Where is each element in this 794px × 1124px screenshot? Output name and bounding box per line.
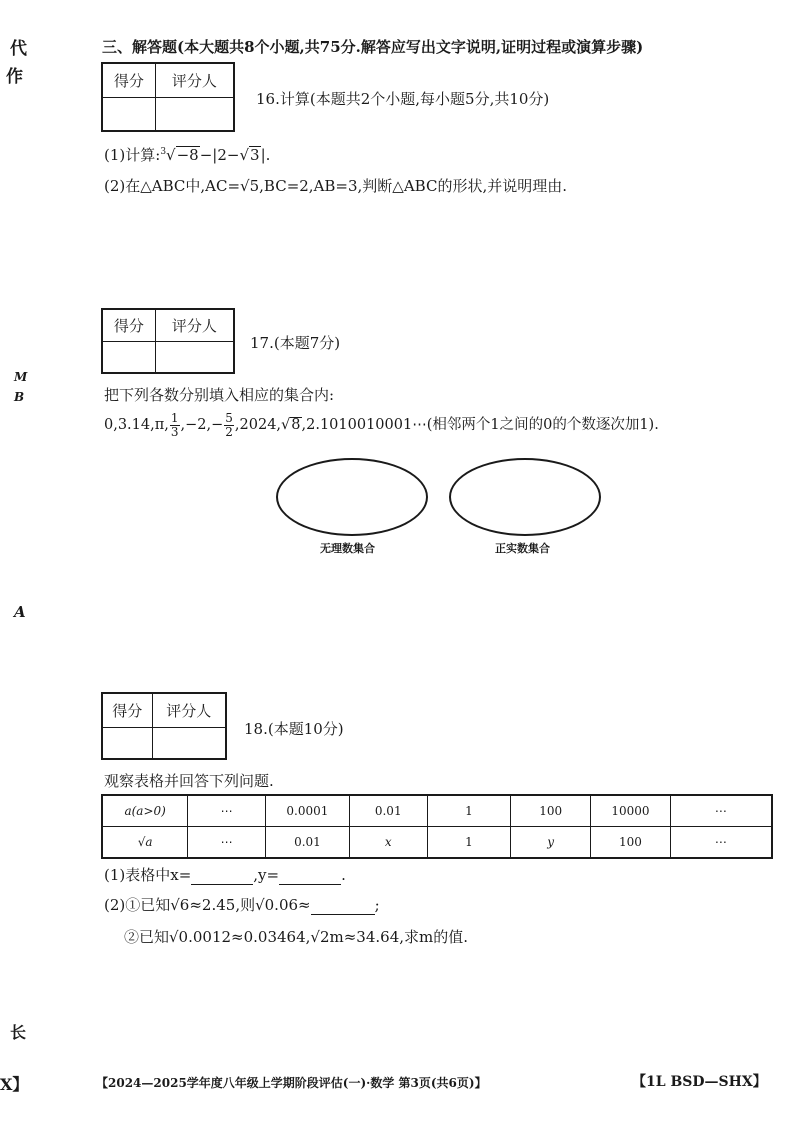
margin-fragment: 代 — [10, 39, 27, 59]
table-row — [102, 795, 772, 827]
q18-part1: (1)表格中x= ,y= . — [104, 866, 346, 884]
irrational-set-label: 无理数集合 — [320, 542, 375, 555]
footer-page-info: 【2024—2025学年度八年级上学期阶段评估(一)·数学 第3页(共6页)】 — [96, 1076, 487, 1090]
grader-cell — [155, 97, 234, 131]
table-cell: y — [511, 827, 591, 859]
grader-cell — [155, 341, 234, 373]
q18-part3: ②已知√0.0012≈0.03464,√2m≈34.64,求m的值. — [124, 928, 469, 946]
table-cell: ⋯ — [188, 795, 266, 827]
positive-real-set-label: 正实数集合 — [495, 542, 550, 555]
score-box-q18 — [101, 692, 227, 760]
margin-fragment: A — [14, 603, 26, 621]
table-cell: 1 — [427, 827, 511, 859]
q17-title: 17.(本题7分) — [250, 334, 341, 352]
margin-fragment: X】 — [0, 1075, 29, 1094]
table-cell: 100 — [511, 795, 591, 827]
table-header-cell: a(a>0) — [102, 795, 188, 827]
margin-fragment: M — [14, 370, 28, 384]
answer-blank-y[interactable] — [279, 868, 341, 885]
score-label: 得分 — [102, 63, 155, 97]
table-cell: 1 — [427, 795, 511, 827]
table-cell: 0.01 — [349, 795, 427, 827]
table-cell: 0.0001 — [266, 795, 350, 827]
sqrt-table — [101, 794, 773, 859]
score-label: 得分 — [102, 309, 155, 341]
footer-code: 【1L BSD—SHX】 — [632, 1074, 767, 1090]
q16-part2: (2)在△ABC中,AC=√5,BC=2,AB=3,判断△ABC的形状,并说明理由. — [104, 177, 567, 195]
table-cell: ⋯ — [670, 827, 772, 859]
grader-label: 评分人 — [155, 309, 234, 341]
answer-blank-x[interactable] — [191, 868, 253, 885]
margin-fragment: B — [14, 390, 25, 404]
q17-numbers: 0,3.14,π, $\frac{1}{3}$ ,−2,− $\frac{5}{2}$ ,2024,√8,2.1010010001⋯(相邻两个1之间的0的个数逐次加1). — [104, 411, 659, 439]
positive-real-set-oval — [449, 458, 601, 536]
score-label: 得分 — [102, 693, 152, 727]
q18-instruction: 观察表格并回答下列问题. — [104, 772, 274, 790]
q16-title: 16.计算(本题共2个小题,每小题5分,共10分) — [256, 90, 550, 108]
table-cell: x — [349, 827, 427, 859]
score-cell — [102, 97, 155, 131]
section-heading: 三、解答题(本大题共8个小题,共75分.解答应写出文字说明,证明过程或演算步骤) — [102, 38, 644, 56]
q17-instruction: 把下列各数分别填入相应的集合内: — [104, 386, 335, 404]
score-cell — [102, 727, 152, 759]
grader-cell — [152, 727, 226, 759]
q18-title: 18.(本题10分) — [244, 720, 344, 738]
q18-part2: (2)①已知√6≈2.45,则√0.06≈ ; — [104, 896, 380, 914]
score-box-q16 — [101, 62, 235, 132]
table-cell: 0.01 — [266, 827, 350, 859]
table-row — [102, 827, 772, 859]
grader-label: 评分人 — [155, 63, 234, 97]
table-cell: 10000 — [591, 795, 671, 827]
grader-label: 评分人 — [152, 693, 226, 727]
margin-fragment: 长 — [10, 1023, 27, 1042]
table-cell: 100 — [591, 827, 671, 859]
table-cell: ⋯ — [188, 827, 266, 859]
q16-part1: (1)计算:$^3$√−8−|2−√3|. — [104, 146, 271, 164]
score-cell — [102, 341, 155, 373]
table-header-cell: √a — [102, 827, 188, 859]
table-cell: ⋯ — [670, 795, 772, 827]
margin-fragment: 作 — [6, 67, 23, 87]
score-box-q17 — [101, 308, 235, 374]
answer-blank-sqrt[interactable] — [311, 898, 375, 915]
irrational-set-oval — [276, 458, 428, 536]
